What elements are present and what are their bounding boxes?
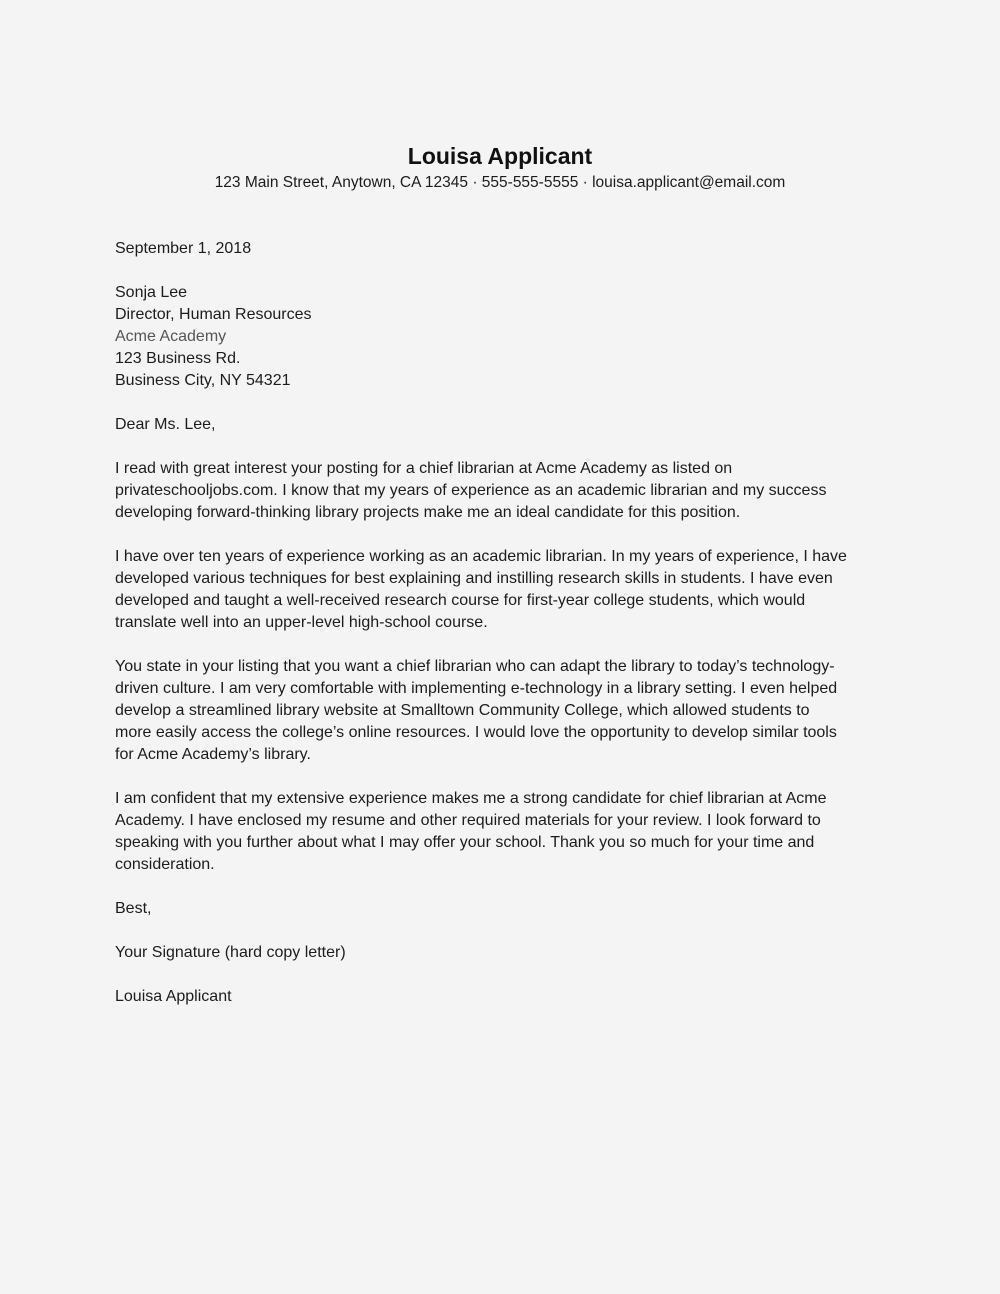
letter-body [115,238,885,1030]
applicant-contact-line: 123 Main Street, Anytown, CA 12345 · 555-555-5555 · louisa.applicant@email.com [214,174,786,191]
paragraph-line: for Acme Academy’s library. [115,746,311,763]
recipient-name: Sonja Lee [115,284,188,301]
signer-name: Louisa Applicant [115,988,232,1005]
paragraph-line: I read with great interest your posting for a chief librarian at Acme Academy as listed on [115,460,733,477]
recipient-city: Business City, NY 54321 [115,372,291,389]
paragraph-line: speaking with you further about what I may offer your school. Thank you so much for your time and [115,834,815,851]
paragraph-line: driven culture. I am very comfortable with implementing e-technology in a library setting. I even helped [115,680,838,697]
paragraph-line: translate well into an upper-level high-school course. [115,614,488,631]
signature-placeholder: Your Signature (hard copy letter) [115,944,346,961]
paragraph-line: more easily access the college’s online resources. I would love the opportunity to develop similar tools [115,724,837,741]
paragraph-line: I am confident that my extensive experience makes me a strong candidate for chief librarian at Acme [115,790,827,807]
recipient-street: 123 Business Rd. [115,350,241,367]
paragraph-line: develop a streamlined library website at Smalltown Community College, which allowed students to [115,702,810,719]
paragraph-line: privateschooljobs.com. I know that my years of experience as an academic librarian and my success [115,482,827,499]
letter-header [0,140,1000,194]
paragraph-line: I have over ten years of experience working as an academic librarian. In my years of experience, I have [115,548,847,565]
paragraph-3 [115,656,885,766]
applicant-name: Louisa Applicant [407,143,593,169]
paragraph-1 [115,458,885,524]
paragraph-line: Academy. I have enclosed my resume and other required materials for your review. I look forward to [115,812,821,829]
letter-date: September 1, 2018 [115,240,252,257]
paragraph-line: consideration. [115,856,215,873]
paragraph-line: developed various techniques for best explaining and instilling research skills in students. I have even [115,570,833,587]
paragraph-line: You state in your listing that you want a chief librarian who can adapt the library to today’s technology- [115,658,835,675]
recipient-address [115,282,885,392]
paragraph-2 [115,546,885,634]
recipient-company: Acme Academy [115,328,227,345]
paragraph-line: developing forward-thinking library projects make me an ideal candidate for this position. [115,504,741,521]
recipient-title: Director, Human Resources [115,306,312,323]
paragraph-line: developed and taught a well-received research course for first-year college students, which would [115,592,806,609]
paragraph-4 [115,788,885,876]
salutation: Dear Ms. Lee, [115,416,216,433]
closing: Best, [115,900,152,917]
